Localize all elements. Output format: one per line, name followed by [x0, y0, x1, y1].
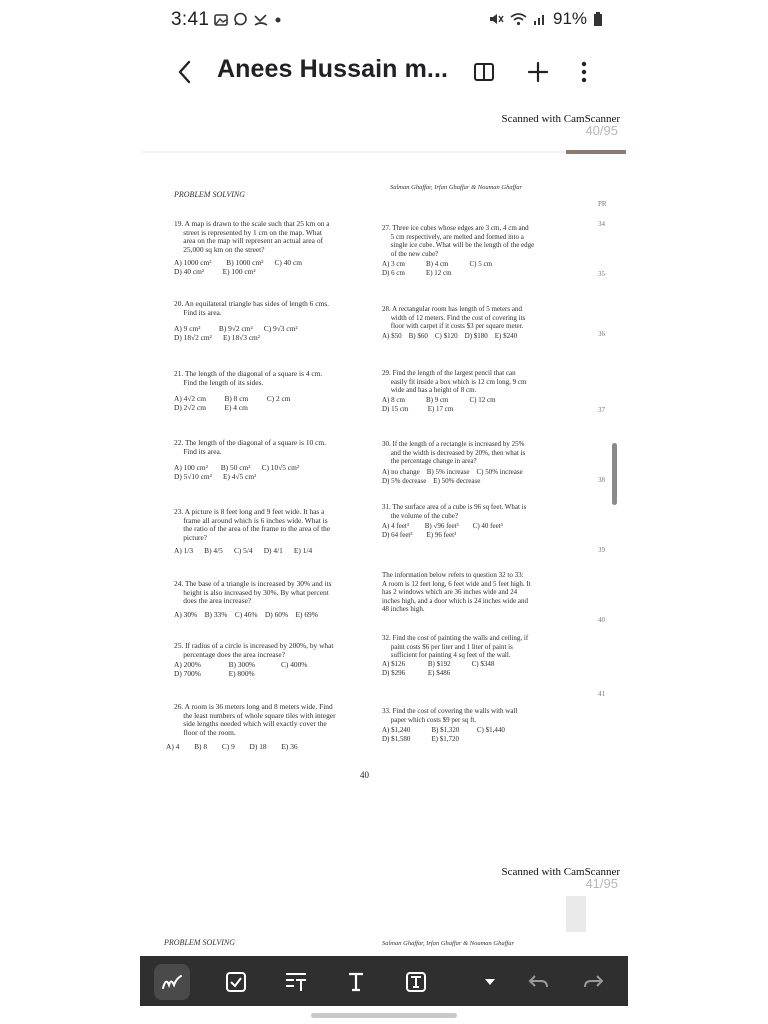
question-28-options: A) $50 B) $60 C) $120 D) $180 E) $240: [382, 332, 518, 340]
question-33: 33. Find the cost of covering the walls with wall paper which costs $9 per sq ft.: [382, 707, 518, 724]
question-26: 26. A room is 36 meters long and 8 meters wide. Find the least numbers of whole square tiles with integer side lengths needed which will exactly cover the floor of the room.: [174, 702, 336, 737]
margin-number: 34: [598, 220, 605, 228]
whatsapp-icon: [233, 12, 248, 27]
dot-icon: [274, 16, 282, 24]
status-right: [488, 9, 603, 29]
question-26-options: A) 4 B) 8 C) 9 D) 18 E) 36: [166, 742, 298, 751]
tool-options-dropdown[interactable]: [472, 964, 508, 1000]
question-31-options: A) 4 feet³ B) √96 feet³ C) 40 feet³ D) 64 feet³ E) 96 feet³: [382, 522, 503, 539]
question-30: 30. If the length of a rectangle is increased by 25% and the width is decreased by 20%, then what is the percentage change in area?: [382, 440, 526, 466]
question-33-options: A) $1,240 B) $1,320 C) $1,440 D) $1,580 E) $1,720: [382, 726, 505, 743]
question-20: 20. An equilateral triangle has sides of length 6 cms. Find its area.: [174, 299, 329, 317]
add-button[interactable]: [520, 54, 556, 90]
more-options-button[interactable]: [566, 54, 602, 90]
margin-number: 37: [598, 406, 605, 414]
more-vert-icon: [581, 61, 587, 83]
question-22: 22. The length of the diagonal of a square is 10 cm. Find its area.: [174, 438, 326, 456]
question-19-options: A) 1000 cm² B) 1000 cm² C) 40 cm D) 40 cm² E) 100 cm²: [174, 258, 303, 276]
checkbox-icon: [225, 971, 247, 993]
page-counter: 41/95: [585, 876, 618, 891]
pen-tool-button[interactable]: [154, 964, 190, 1000]
text-format-tool-button[interactable]: [278, 964, 314, 1000]
scanned-page-40: [142, 150, 626, 840]
text-icon: [346, 971, 366, 993]
question-21: 21. The length of the diagonal of a square is 4 cm. Find the length of its sides.: [174, 369, 323, 387]
missed-call-icon: [253, 13, 269, 27]
back-button[interactable]: [168, 54, 202, 90]
page-header-right: Salman Ghaffar, Irfan Ghaffar & Nouman Ghaffar: [382, 940, 514, 947]
undo-icon: [527, 973, 549, 991]
question-31: 31. The surface area of a cube is 96 sq feet. What is the volume of the cube?: [382, 503, 527, 520]
question-29: 29. Find the length of the largest pencil that can easily fit inside a box which is 12 cm long, 9 cm wide and has a height of 8 cm.: [382, 369, 527, 395]
question-32-options: A) $126 B) $192 C) $348 D) $296 E) $486: [382, 660, 495, 677]
question-23-options: A) 1/3 B) 4/5 C) 5/4 D) 4/1 E) 1/4: [174, 546, 313, 555]
text-box-icon: [405, 971, 427, 993]
notification-icons: [214, 12, 282, 27]
question-28: 28. A rectangular room has length of 5 meters and width of 12 meters. Find the cost of covering its floor with carpet if it costs $3 per square meter.: [382, 305, 526, 331]
document-viewer[interactable]: [140, 104, 628, 956]
question-19: 19. A map is drawn to the scale such that 25 km on a street is represented by 1 cm on the map. What area on the map will represent an actual area of 25,000 sq km on the street?: [174, 219, 330, 254]
question-29-options: A) 8 cm B) 9 cm C) 12 cm D) 15 cm E) 17 cm: [382, 396, 496, 413]
question-20-options: A) 9 cm² B) 9√2 cm² C) 9√3 cm² D) 18√2 cm² E) 18√3 cm²: [174, 324, 298, 342]
page-header-left: PROBLEM SOLVING: [164, 938, 236, 947]
margin-number: 41: [598, 690, 605, 698]
redo-button[interactable]: [576, 964, 612, 1000]
scanned-page-41: [142, 896, 626, 956]
margin-number: 39: [598, 546, 605, 554]
page-header-left: PROBLEM SOLVING: [174, 190, 246, 199]
mute-icon: [488, 12, 504, 26]
gallery-icon: [214, 13, 228, 27]
dropdown-arrow-icon: [484, 978, 496, 986]
book-icon: [473, 62, 495, 82]
question-23: 23. A picture is 8 feet long and 9 feet wide. It has a frame all around which is 6 inches wide. What is the ratio of the area of the frame to the area of the picture?: [174, 507, 331, 542]
margin-number: 36: [598, 330, 605, 338]
info-q32-33: The information below refers to question 32 to 33: A room is 12 feet long, 6 feet wide and 5 feet high. It has 2 windows which are 36 inches wide and 24 inches high, and a door which is 24 inches wide and 48 inches high.: [382, 571, 531, 614]
scanner-label: Scanned with CamScanner: [501, 113, 620, 125]
margin-number: 35: [598, 270, 605, 278]
question-32: 32. Find the cost of painting the walls and ceiling, if paint costs $6 per liter and 1 liter of paint is sufficient for painting 4 sq feet of the wall.: [382, 634, 529, 660]
scanner-label: Scanned with CamScanner: [501, 866, 620, 878]
text-tool-button[interactable]: [338, 964, 374, 1000]
battery-icon: [593, 12, 603, 27]
document-title: Anees Hussain m...: [217, 55, 449, 83]
battery-percent: 91%: [553, 9, 588, 28]
signal-icon: [533, 12, 547, 26]
question-25: 25. If radius of a circle is increased by 200%, by what percentage does the area increase?: [174, 641, 334, 659]
book-view-button[interactable]: [466, 54, 502, 90]
question-25-options: A) 200% B) 300% C) 400% D) 700% E) 800%: [174, 660, 308, 678]
margin-number: 40: [598, 616, 605, 624]
question-22-options: A) 100 cm² B) 50 cm² C) 10√5 cm² D) 5√10 cm² E) 4√5 cm²: [174, 463, 300, 481]
checkbox-tool-button[interactable]: [218, 964, 254, 1000]
question-24-options: A) 30% B) 33% C) 46% D) 60% E) 69%: [174, 610, 318, 619]
scrollbar-thumb[interactable]: [612, 443, 617, 505]
page-counter: 40/95: [585, 123, 618, 138]
annotation-toolbar: [140, 956, 628, 1006]
text-format-icon: [284, 971, 308, 993]
question-24: 24. The base of a triangle is increased by 30% and its height is also increased by 30%. By what percent does the area increase?: [174, 579, 332, 606]
text-box-tool-button[interactable]: [398, 964, 434, 1000]
plus-icon: [527, 61, 549, 83]
question-21-options: A) 4√2 cm B) 8 cm C) 2 cm D) 2√2 cm E) 4 cm: [174, 394, 291, 412]
gesture-home-bar[interactable]: [311, 1013, 457, 1018]
margin-number: 38: [598, 476, 605, 484]
status-bar: [0, 0, 768, 40]
page-separator: [142, 150, 626, 154]
question-27: 27. Three ice cubes whose edges are 3 cm, 4 cm and 5 cm respectively, are melted and formed into a single ice cube. What will be the length of the edge of the new cube?: [382, 224, 535, 258]
margin-number: PR: [598, 200, 607, 208]
question-27-options: A) 3 cm B) 4 cm C) 5 cm D) 6 cm E) 12 cm: [382, 260, 493, 277]
page-header-right: Salman Ghaffar, Irfan Ghaffar & Nouman Ghaffar: [390, 184, 522, 191]
question-30-options: A) no change B) 5% increase C) 50% increase D) 5% decrease E) 50% decrease: [382, 468, 523, 485]
back-arrow-icon: [177, 60, 193, 84]
undo-button[interactable]: [520, 964, 556, 1000]
page-thumbnail-strip: [142, 896, 626, 936]
wifi-icon: [510, 12, 527, 26]
status-time: 3:41: [171, 9, 210, 30]
redo-icon: [583, 973, 605, 991]
app-bar: [0, 40, 768, 104]
printed-page-number: 40: [360, 770, 369, 780]
pen-icon: [161, 973, 183, 991]
